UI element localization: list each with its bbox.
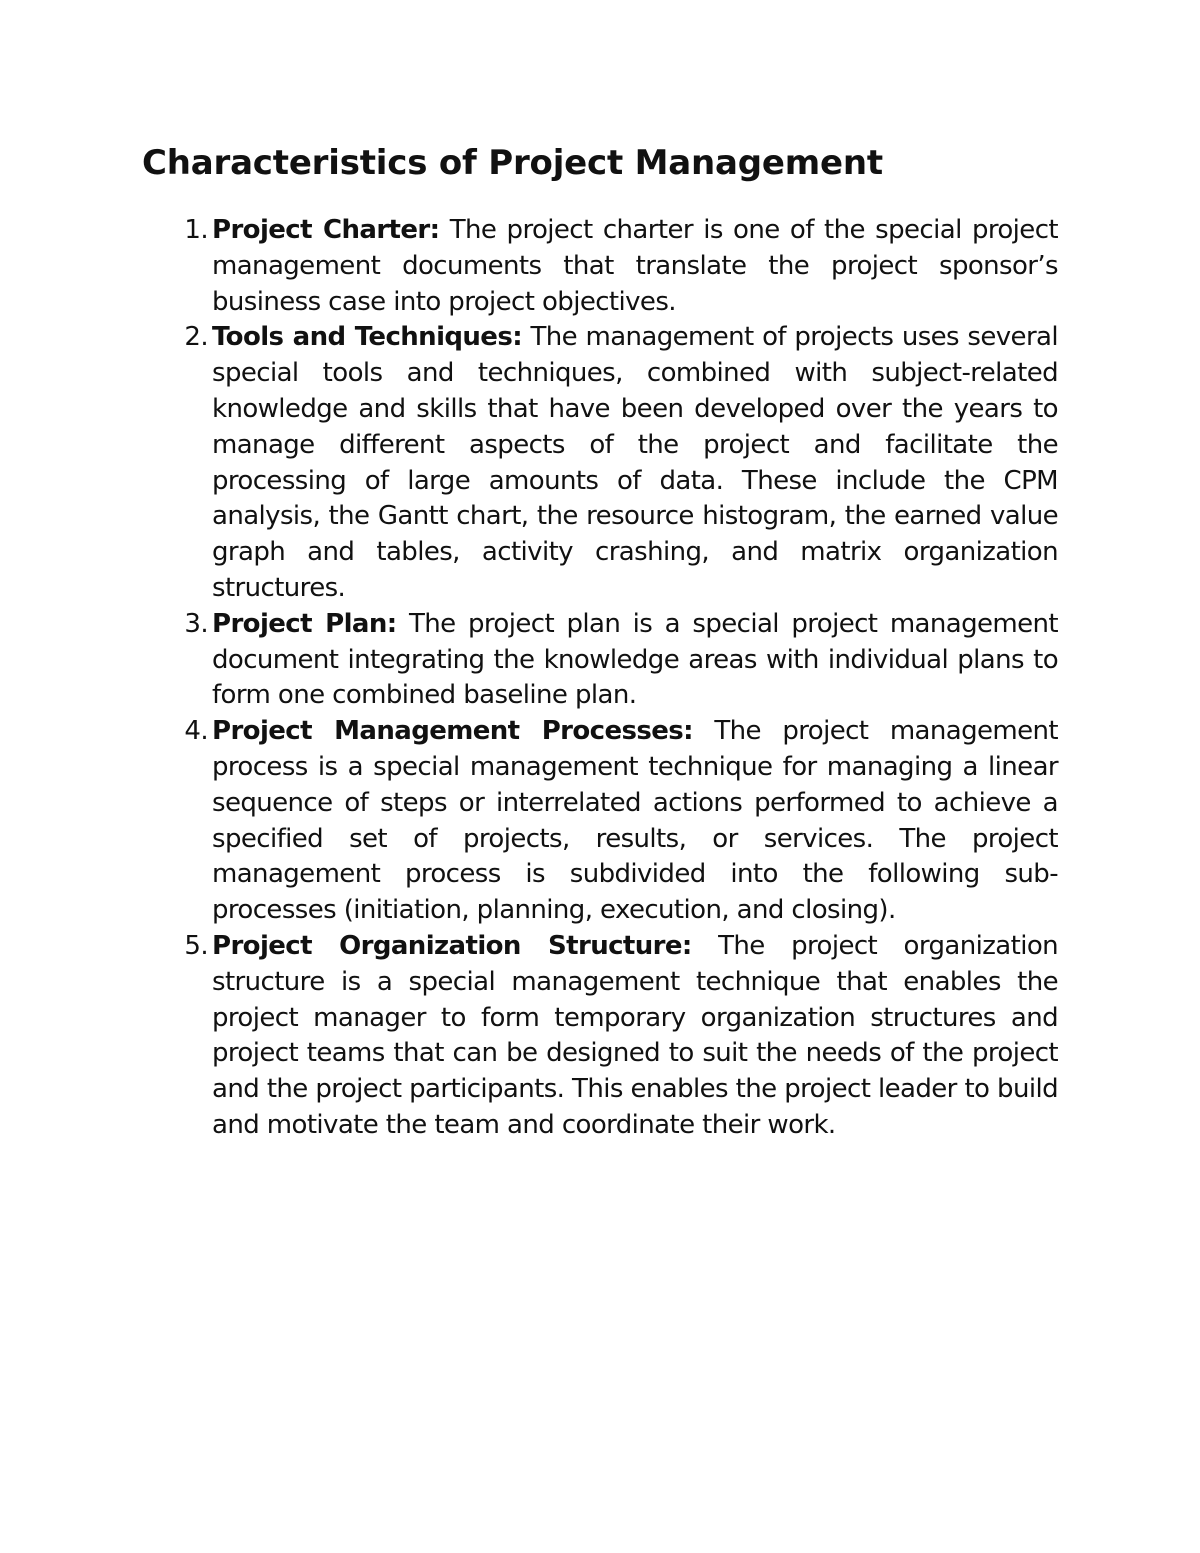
item-number: 4. (184, 716, 208, 747)
item-text: The management of projects uses several special tools and techniques, combined with subject-related knowledge and skills that have been developed over the years to manage different aspects of the project and facilitate the processing of large amounts of data. These include the CPM analysis, the Gantt chart, the resource histogram, the earned value graph and tables, activity crashing, and matrix organization structures. (212, 322, 1058, 603)
item-number: 2. (184, 322, 208, 353)
item-label: Project Organization Structure: (212, 930, 692, 961)
item-number: 5. (184, 930, 208, 961)
list-item-project-charter (184, 213, 1058, 320)
item-label: Project Management Processes: (212, 716, 693, 747)
list-item-project-management-processes (184, 714, 1058, 929)
item-label: Project Plan: (212, 608, 397, 639)
document-title: Characteristics of Project Management (142, 143, 883, 183)
item-text: The project management process is a special management technique for managing a linear sequence of steps or interrelated actions performed to achieve a specified set of projects, results, or services. The project management process is subdivided into the following sub-processes (initiation, planning, execution, and closing). (212, 716, 1058, 926)
characteristics-list (184, 213, 1058, 1144)
item-label: Project Charter: (212, 215, 440, 245)
item-text: The project charter is one of the special project management documents that translate the project sponsor’s business case into project objectives. (212, 215, 1058, 317)
item-number: 1. (184, 215, 208, 245)
item-label: Tools and Techniques: (212, 322, 523, 353)
list-item-project-plan (184, 607, 1058, 714)
item-text: The project organization structure is a special management technique that enables the project manager to form temporary organization structures and project teams that can be designed to suit the needs of the project and the project participants. This enables the project leader to build and motivate the team and coordinate their work. (212, 930, 1058, 1140)
item-number: 3. (184, 608, 208, 639)
item-text: The project plan is a special project management document integrating the knowledge areas with individual plans to form one combined baseline plan. (212, 608, 1058, 711)
list-item-tools-and-techniques (184, 320, 1058, 606)
list-item-project-organization-structure (184, 929, 1058, 1144)
